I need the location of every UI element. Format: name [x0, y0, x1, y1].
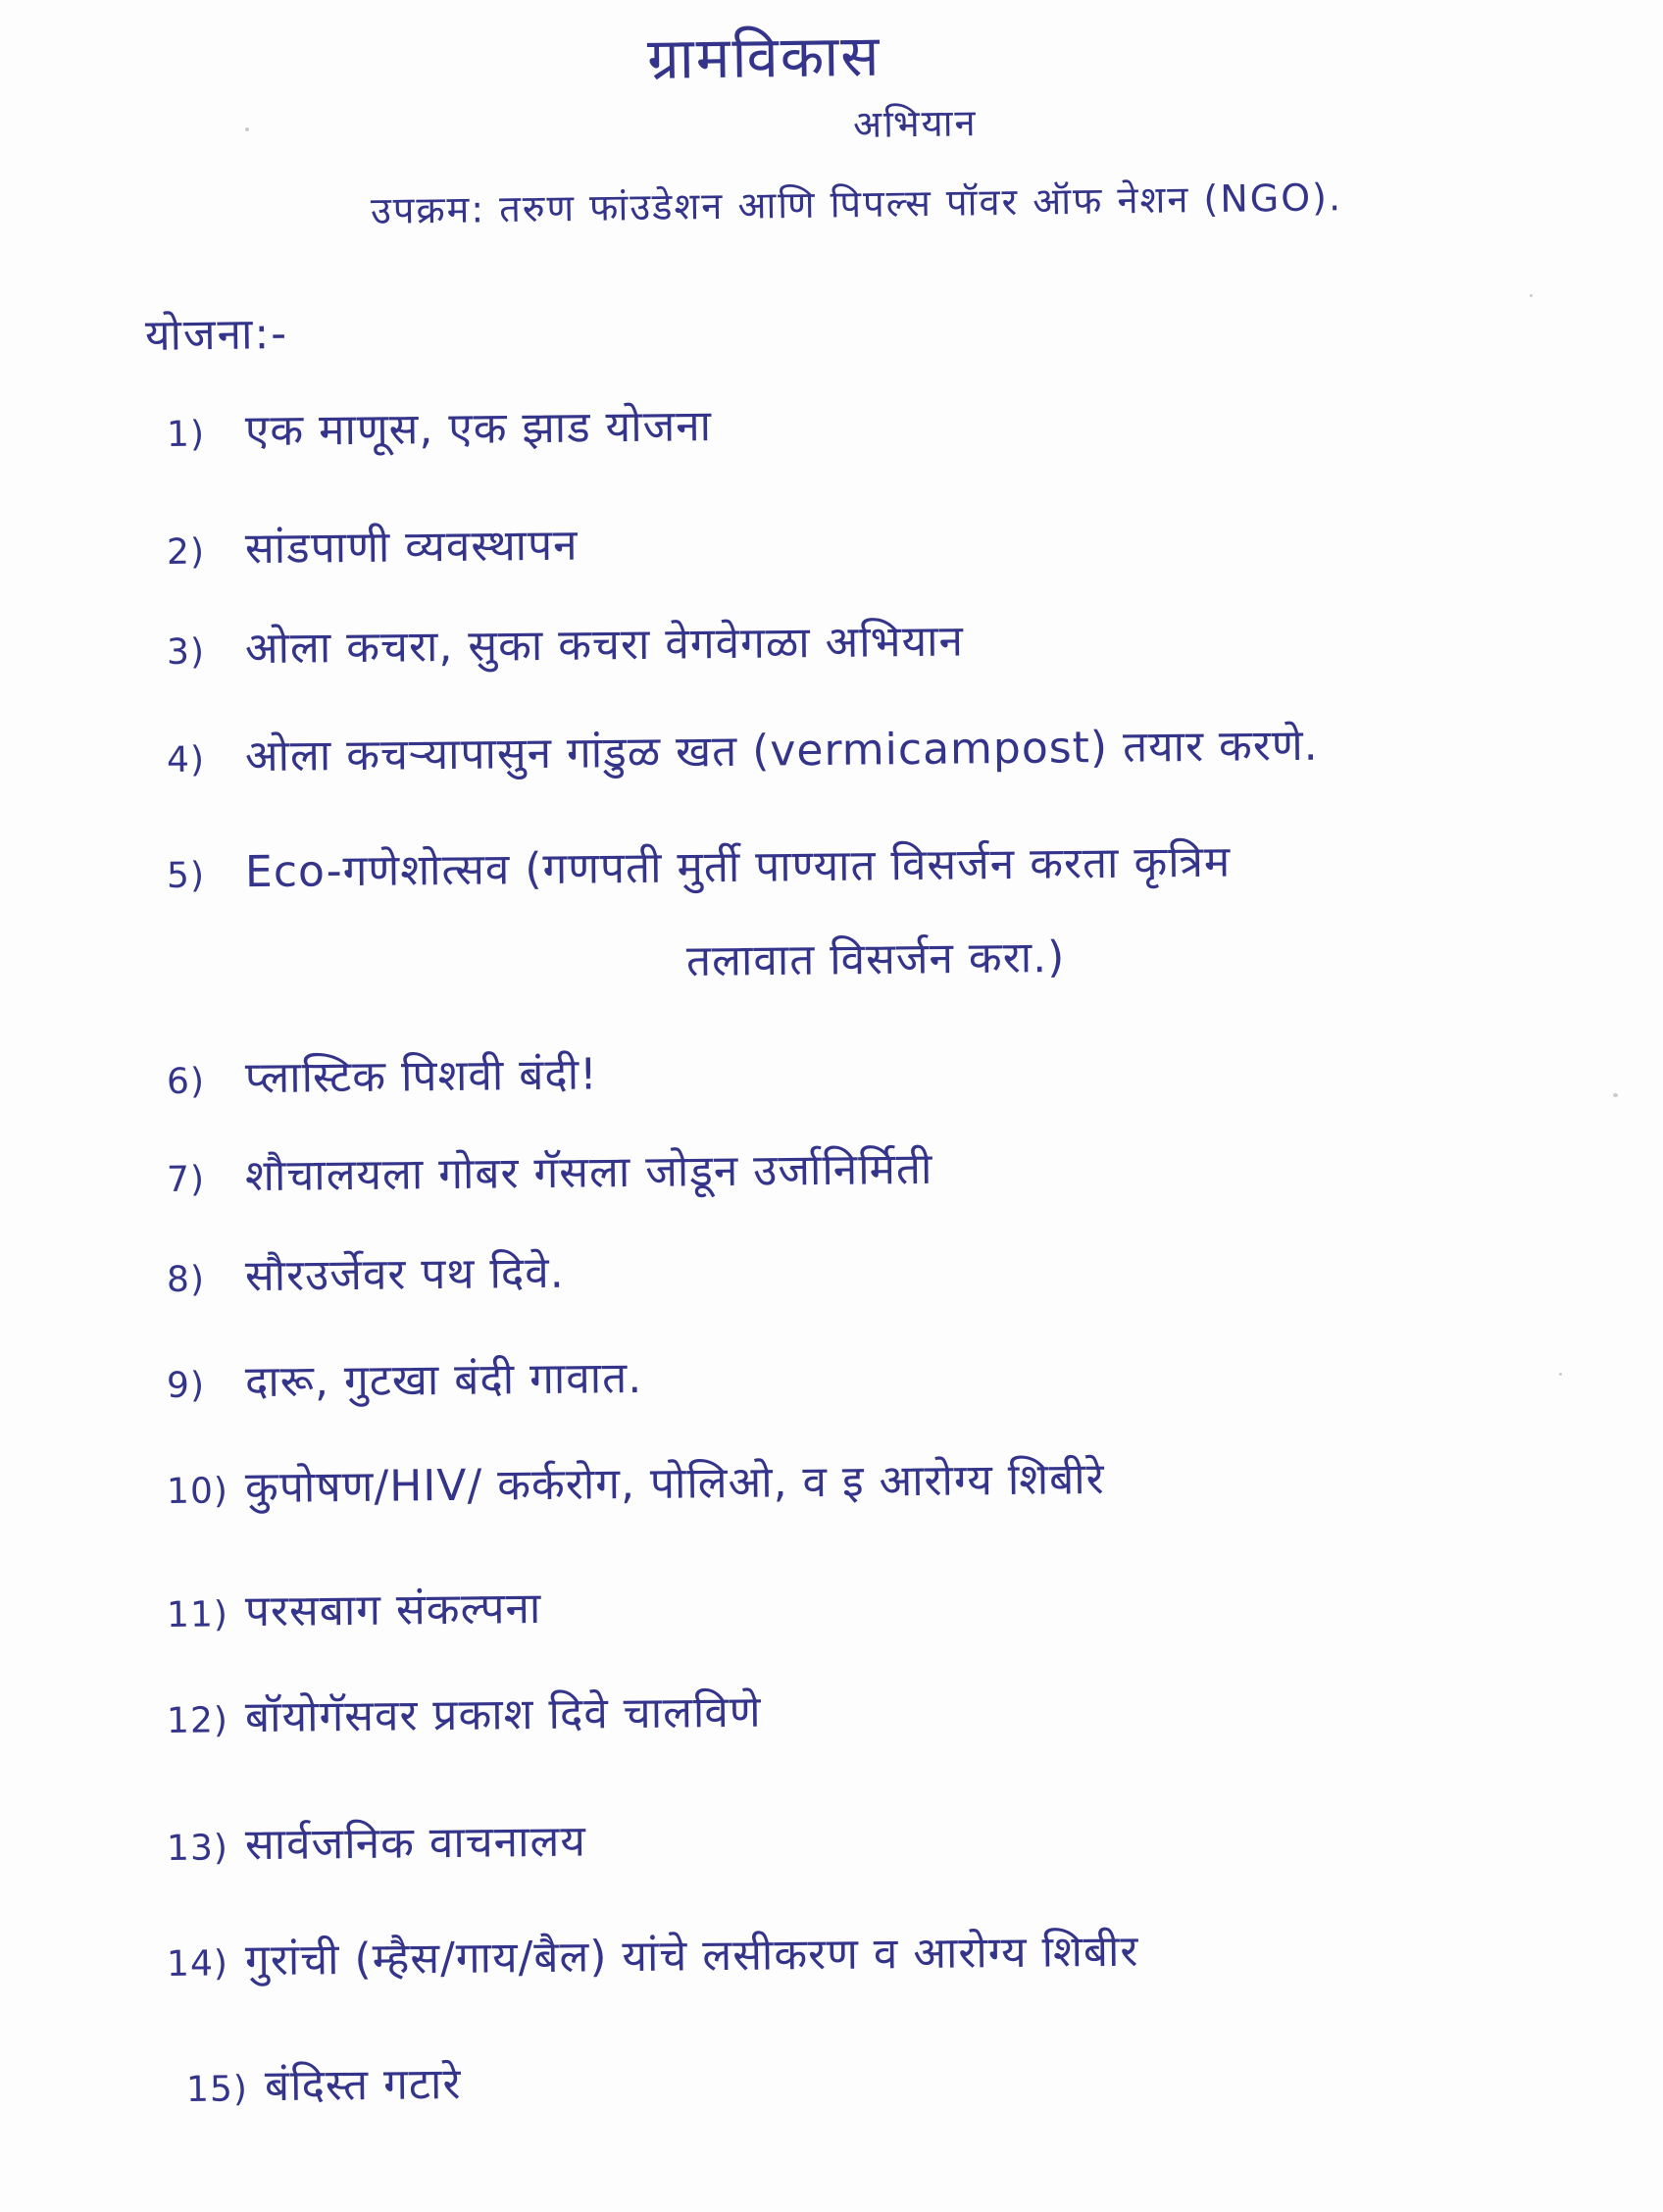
list-item [167, 514, 579, 577]
list-item-text: गुरांची (म्हैस/गाय/बैल) यांचे लसीकरण व आरोग्य शिबीर [244, 1926, 1139, 1986]
list-item-text: सांडपाणी व्यवस्थापन [244, 520, 579, 575]
list-item [167, 1810, 586, 1873]
list-item-number: 9) [166, 1365, 206, 1406]
list-item-text: प्लास्टिक पिशवी बंदी! [244, 1049, 598, 1104]
list-item-text: सार्वजनिक वाचनालय [244, 1816, 587, 1871]
page-title: ग्रामविकास [646, 22, 882, 92]
paper-speck [1613, 1093, 1618, 1097]
list-item-number: 8) [166, 1259, 206, 1300]
list-item [167, 1137, 933, 1204]
list-item-text: परसबाग संकल्पना [244, 1583, 542, 1637]
paper-speck [1559, 1373, 1562, 1376]
list-item-text: ओला कचरा, सुका कचरा वेगवेगळा अभियान [244, 616, 965, 675]
list-item-text: Eco-गणेशोत्सव (गणपती मुर्ती पाण्यात विसर्जन करता कृत्रिम [244, 836, 1232, 898]
list-item [167, 1577, 542, 1639]
list-item [167, 1241, 565, 1304]
list-item-text: एक माणूस, एक झाड योजना [244, 401, 713, 457]
list-item-number: 5) [166, 855, 206, 896]
list-item-text: बॉयोगॅसवर प्रकाश दिवे चालविणे [244, 1686, 762, 1743]
schemes-heading: योजना:- [144, 308, 289, 361]
list-item-text: शौचालयला गोबर गॅसला जोडून उर्जानिर्मिती [244, 1143, 933, 1202]
list-item-number: 14) [166, 1943, 229, 1985]
list-item [167, 1447, 1105, 1516]
list-item [167, 609, 965, 677]
list-item-continuation: तलावात विसर्जन करा.) [685, 931, 1066, 986]
list-item-number: 4) [166, 739, 206, 780]
list-item-text: दारू, गुटखा बंदी गावात. [244, 1352, 643, 1408]
list-item [167, 394, 713, 459]
organizer-line: उपक्रम: तरुण फांउडेशन आणि पिपल्स पॉवर ऑफ नेशन (NGO). [370, 176, 1343, 232]
paper-speck [245, 127, 249, 131]
list-item-text: बंदिस्त गटारे [264, 2059, 462, 2112]
list-item-text: कुपोषण/HIV/ कर्करोग, पोलिओ, व इ आरोग्य शिबीरे [244, 1453, 1105, 1514]
list-item-text: सौरउर्जेवर पथ दिवे. [244, 1247, 565, 1302]
list-item-number: 2) [166, 531, 206, 573]
list-item-number: 7) [166, 1159, 206, 1200]
list-item [186, 2052, 462, 2114]
paper-speck [1530, 294, 1533, 297]
list-item [167, 1681, 762, 1745]
list-item [167, 714, 1319, 784]
list-item [167, 830, 1232, 900]
list-item [167, 1920, 1139, 1988]
list-item-number: 15) [185, 2069, 249, 2110]
list-item [167, 1346, 643, 1410]
list-item-number: 12) [166, 1700, 229, 1741]
list-item-number: 1) [166, 414, 206, 455]
list-item-number: 11) [166, 1594, 229, 1635]
page-subtitle: अभियान [852, 101, 978, 146]
list-item-number: 13) [166, 1828, 229, 1869]
list-item-number: 3) [166, 631, 206, 673]
list-item-number: 6) [166, 1061, 206, 1102]
list-item-text: ओला कचऱ्यापासुन गांडुळ खत (vermicampost) तयार करणे. [244, 720, 1319, 782]
list-item-number: 10) [166, 1471, 229, 1512]
list-item [167, 1042, 598, 1106]
